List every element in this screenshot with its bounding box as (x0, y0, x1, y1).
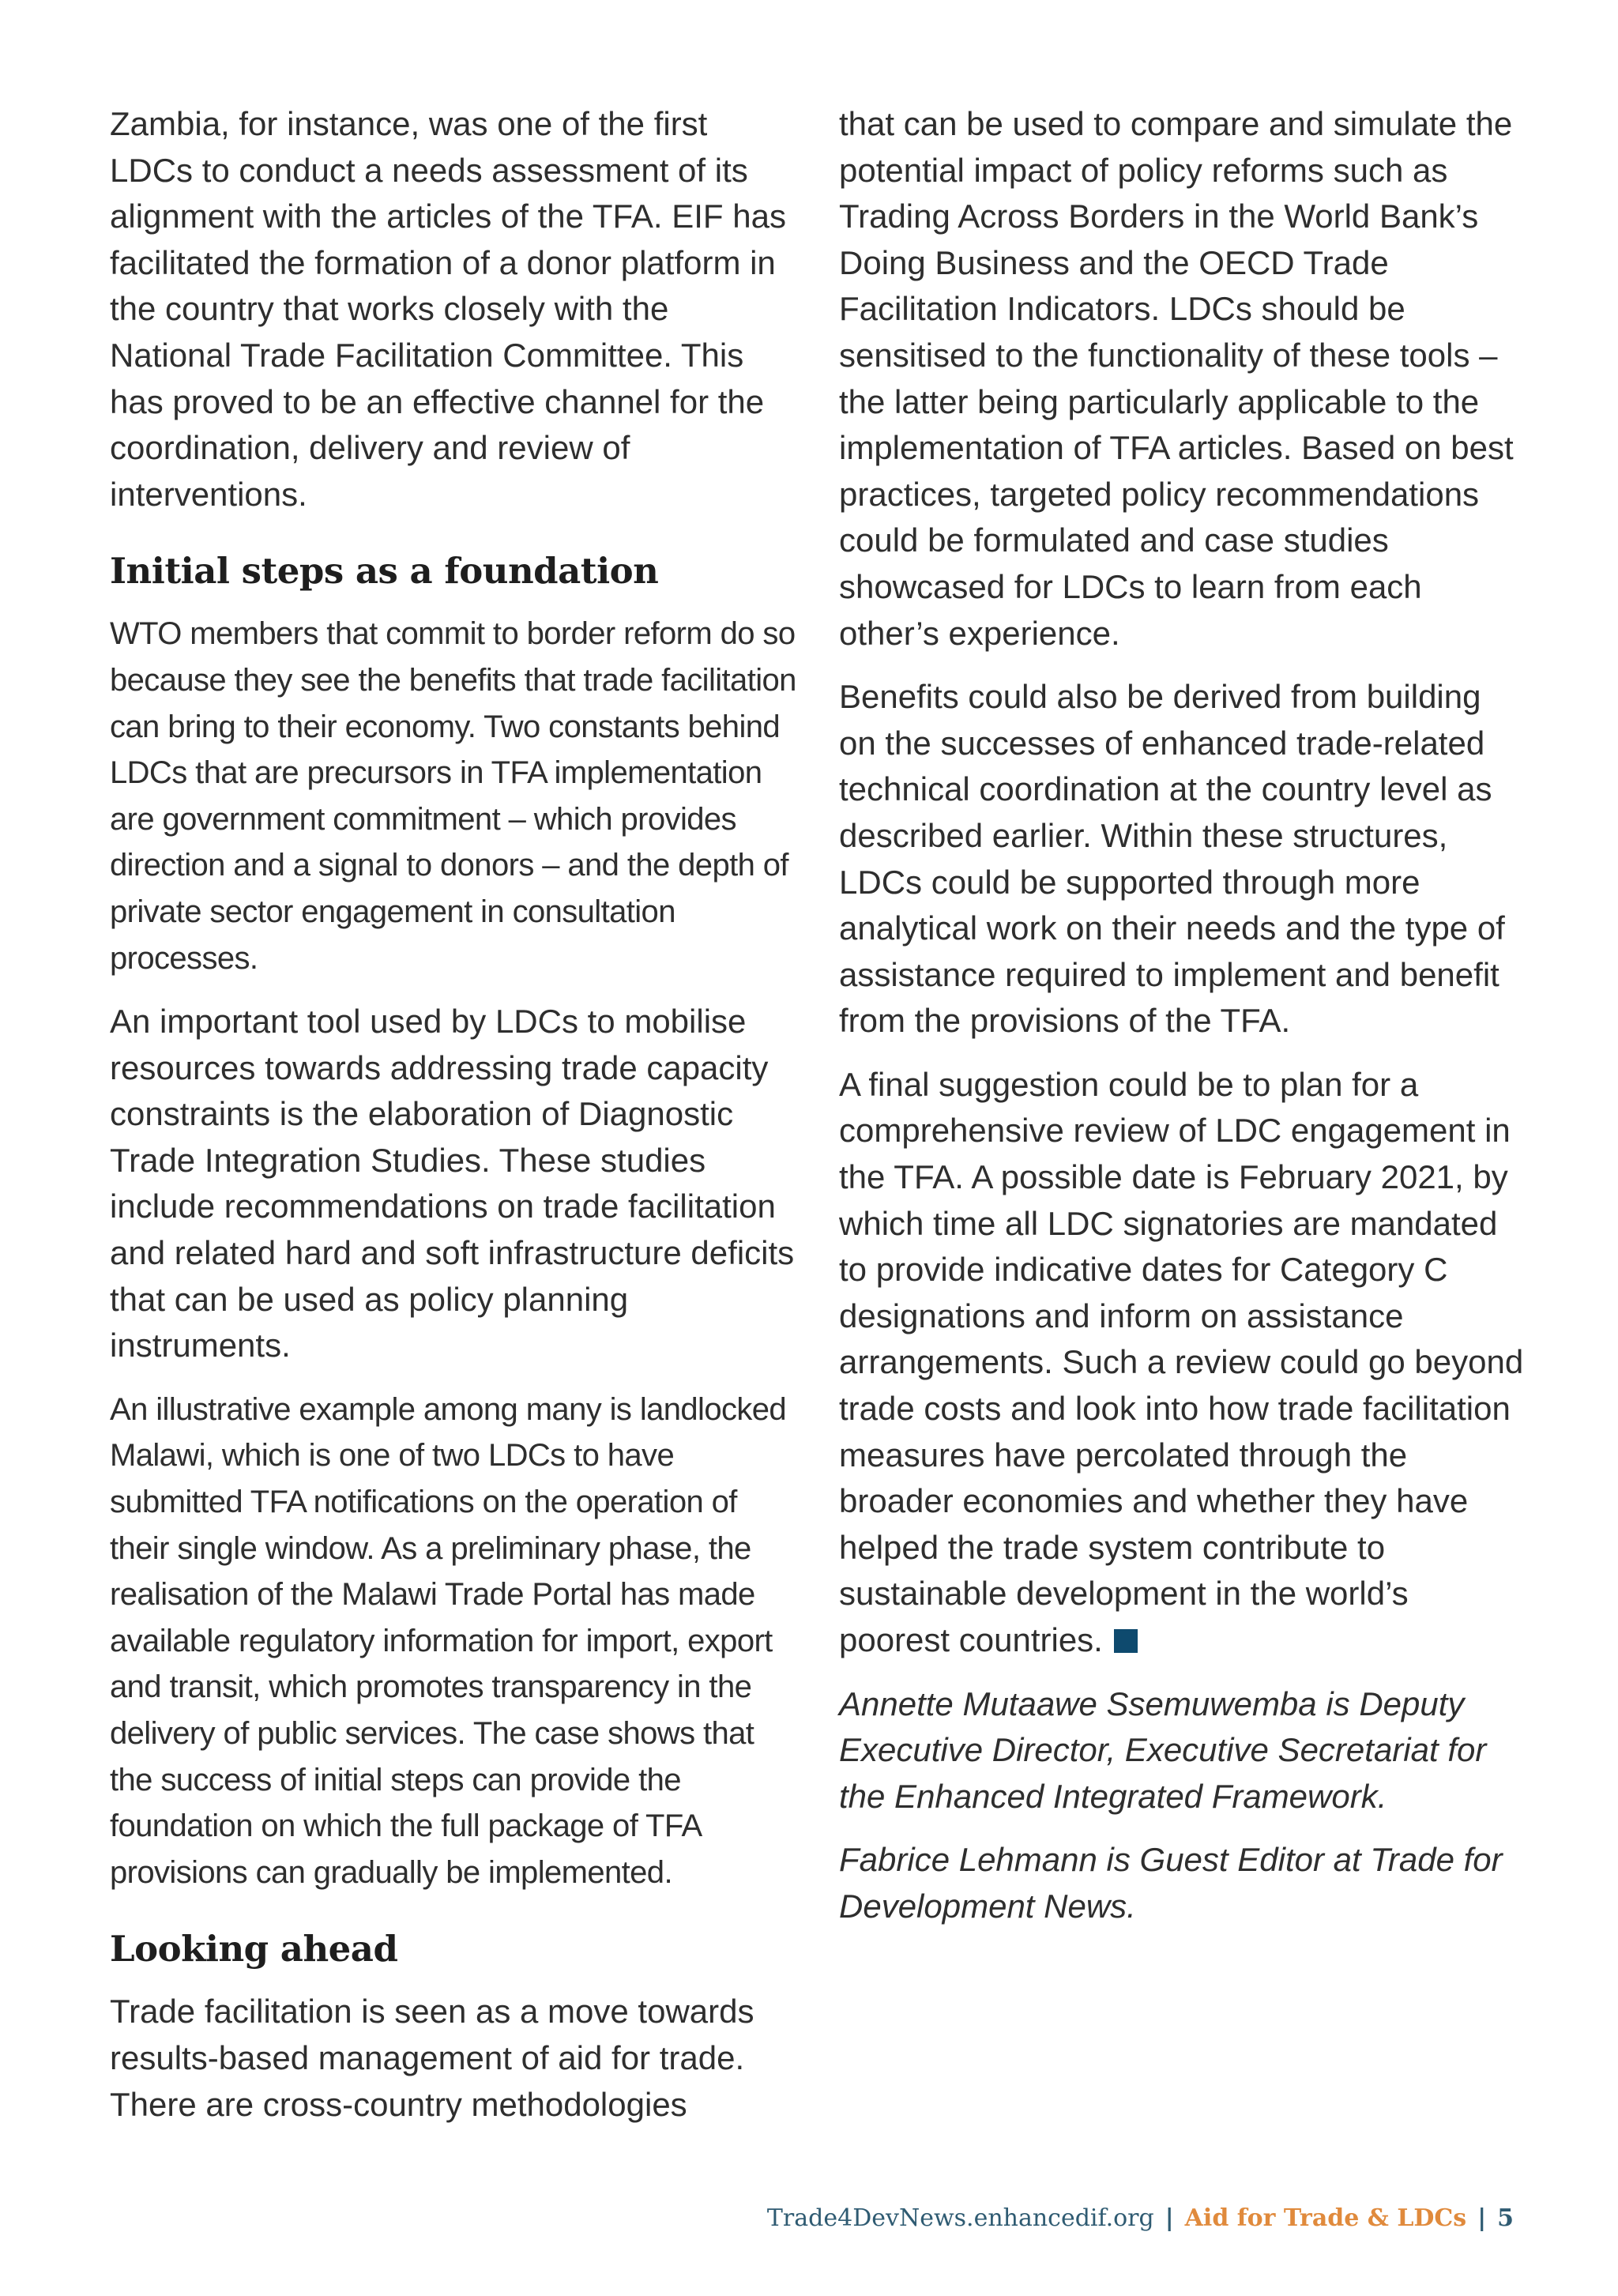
paragraph-malawi: An illustrative example among many is landlocked Malawi, which is one of two LDCs to have submitted TFA notifications on the operation of their single window. As a preliminary phase, the realisation of the Malawi Trade Portal has made available regulatory information for import, export and transit, which promotes transparency in the delivery of public services. The case shows that the success of initial steps can provide the foundation on which the full package of TFA provisions can gradually be implemented. (110, 1391, 787, 1890)
paragraph-final-suggestion (839, 1062, 1526, 1664)
right-column (839, 101, 1526, 1948)
heading-looking-ahead: Looking ahead (110, 1928, 398, 1970)
paragraph-wto-members: WTO members that commit to border reform do so because they see the benefits that trade facilitation can bring to their economy. Two constants behind LDCs that are precursors in TFA implementation are government commitment – which provides direction and a signal to donors – and the depth of private sector engagement in consultation processes. (110, 616, 796, 976)
left-column (110, 101, 797, 2145)
page-footer (767, 2203, 1514, 2234)
heading-initial-steps: Initial steps as a foundation (110, 550, 659, 593)
author-bio-lehmann: Fabrice Lehmann is Guest Editor at Trade for Development News. (839, 1841, 1503, 1925)
paragraph-zambia: Zambia, for instance, was one of the first LDCs to conduct a needs assessment of its alignment with the articles of the TFA. EIF has facilitated the formation of a donor platform in the country that works closely with the National Trade Facilitation Committee. This has proved to be an effective channel for the coordination, delivery and review of interventions. (110, 105, 786, 513)
footer-separator: | (1165, 2204, 1174, 2232)
footer-site-link[interactable]: Trade4DevNews.enhancedif.org (766, 2204, 1154, 2232)
end-of-article-square-icon (1114, 1629, 1138, 1653)
footer-section-title: Aid for Trade & LDCs (1184, 2204, 1467, 2232)
paragraph-trade-facilitation: Trade facilitation is seen as a move towards results-based management of aid for trade. There are cross-country methodologies (110, 1993, 754, 2123)
author-bio-ssemuwemba: Annette Mutaawe Ssemuwemba is Deputy Executive Director, Executive Secretariat for the Enhanced Integrated Framework. (839, 1684, 1487, 1815)
paragraph-important-tool: An important tool used by LDCs to mobilise resources towards addressing trade capacity constraints is the elaboration of Diagnostic Trade Integration Studies. These studies include recommendations on trade facilitation and related hard and soft infrastructure deficits that can be used as policy planning instruments. (110, 1003, 795, 1364)
page-number: 5 (1497, 2204, 1514, 2232)
footer-separator: | (1477, 2204, 1487, 2232)
paragraph-compare-simulate: that can be used to compare and simulate the potential impact of policy reforms such as Trading Across Borders in the World Bank’s Doing Business and the OECD Trade Facilitation Indicators. LDCs should be sensitised to the functionality of these tools – the latter being particularly applicable to the implementation of TFA articles. Based on best practices, targeted policy recommendations could be formulated and case studies showcased for LDCs to learn from each other’s experience. (839, 105, 1514, 652)
paragraph-benefits: Benefits could also be derived from building on the successes of enhanced trade-related technical coordination at the country level as described earlier. Within these structures, LDCs could be supported through more analytical work on their needs and the type of assistance required to implement and benefit from the provisions of the TFA. (839, 678, 1505, 1040)
final-suggestion-text: A final suggestion could be to plan for a comprehensive review of LDC engagement in the TFA. A possible date is February 2021, by which time all LDC signatories are mandated to provide indicative dates for Category C designations and inform on assistance arrangements. Such a review could go beyond trade costs and look into how trade facilitation measures have percolated through the broader economies and whether they have helped the trade system contribute to sustainable development in the world’s poorest countries. (839, 1065, 1524, 1658)
